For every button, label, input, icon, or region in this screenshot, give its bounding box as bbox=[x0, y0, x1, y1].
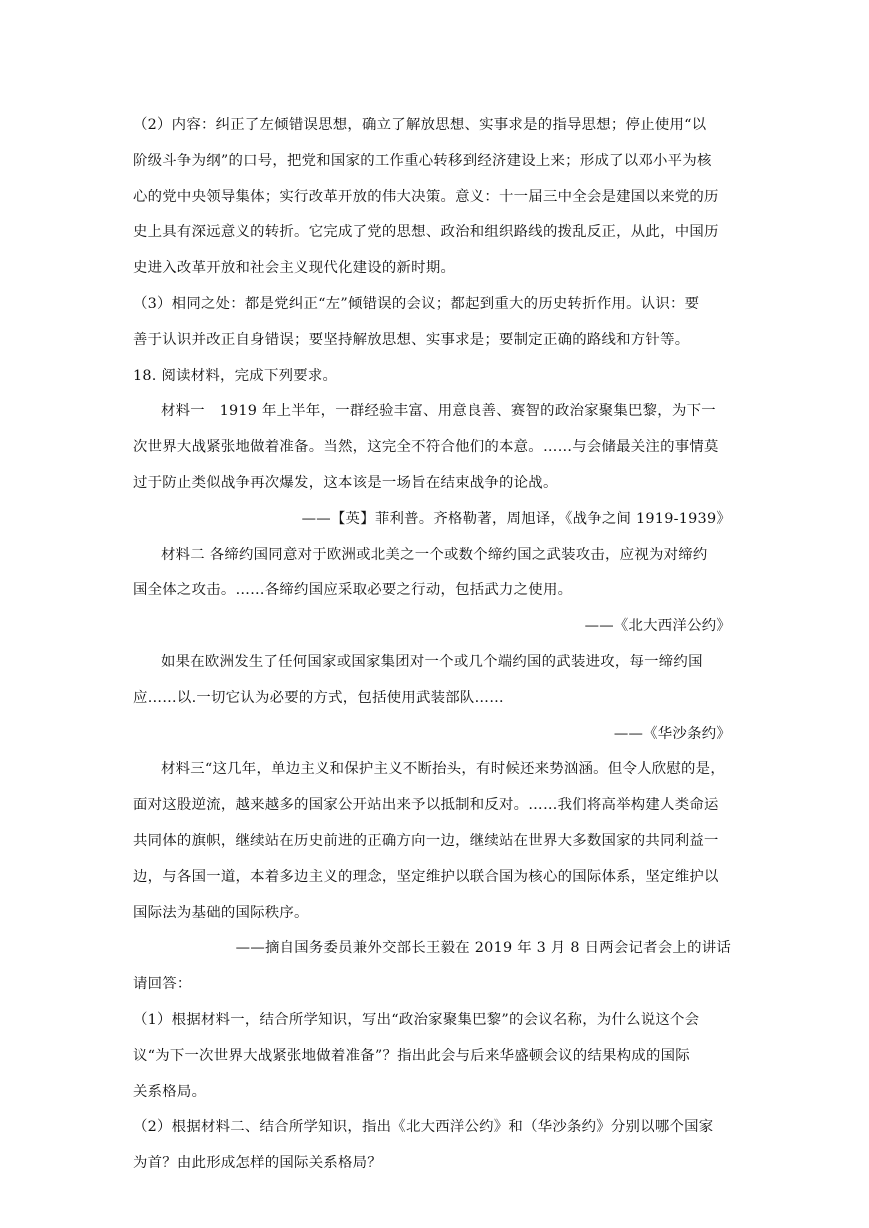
material-3-line-3: 共同体的旗帜，继续站在历史前进的正确方向一边，继续站在世界大多数国家的共同利益一 bbox=[133, 833, 719, 849]
material-1-source: ——【英】菲利普。齐格勒著，周旭译，《战争之间 1919-1939》 bbox=[301, 511, 731, 527]
question-2-line-1: （2）根据材料二、结合所学知识，指出《北大西洋公约》和（华沙条约》分别以哪个国家 bbox=[133, 1119, 714, 1135]
material-3-source: ——摘自国务委员兼外交部长王毅在 2019 年 3 月 8 日两会记者会上的讲话 bbox=[235, 940, 731, 956]
material-2-source-nato: ——《北大西洋公约》 bbox=[584, 618, 731, 634]
question-1-line-1: （1）根据材料一，结合所学知识，写出“政治家聚集巴黎”的会议名称，为什么说这个会 bbox=[133, 1012, 700, 1028]
material-3-line-1: 材料三“这几年，单边主义和保护主义不断抬头，有时候还来势汹涵。但令人欣慰的是， bbox=[161, 761, 725, 777]
prompt-answer-label: 请回答： bbox=[133, 976, 192, 992]
question-18-heading: 18. 阅读材料，完成下列要求。 bbox=[133, 368, 338, 384]
material-3-line-2: 面对这股逆流，越来越多的国家公开站出来予以抵制和反对。……我们将高举构建人类命运 bbox=[133, 797, 719, 813]
material-1-line-2: 次世界大战紧张地做着准备。当然，这完全不符合他们的本意。……与会储最关注的事情莫 bbox=[133, 439, 719, 455]
material-1-line-1: 材料一 1919 年上半年，一群经验丰富、用意良善、赛智的政治家聚集巴黎，为下一 bbox=[161, 403, 716, 419]
material-2-line-2: 国全体之攻击。……各缔约国应采取必要之行动，包括武力之使用。 bbox=[133, 582, 573, 598]
material-3-line-5: 国际法为基础的国际秩序。 bbox=[133, 905, 309, 921]
material-2-warsaw-line-1: 如果在欧洲发生了任何国家或国家集团对一个或几个端约国的武装进攻，每一缔约国 bbox=[161, 654, 703, 670]
material-2-warsaw-line-2: 应……以.一切它认为必要的方式，包括使用武装部队…… bbox=[133, 690, 504, 706]
question-2-line-2: 为首？由此形成怎样的国际关系格局？ bbox=[133, 1155, 382, 1171]
material-2-line-1: 材料二 各缔约国同意对于欧洲或北美之一个或数个缔约国之武装攻击，应视为对缔约 bbox=[161, 547, 708, 563]
answer-2-line-4: 史上具有深远意义的转折。它完成了党的思想、政治和组织路线的拨乱反正，从此，中国历 bbox=[133, 224, 719, 240]
question-1-line-2: 议“为下一次世界大战紧张地做着准备”？指出此会与后来华盛顿会议的结果构成的国际 bbox=[133, 1048, 690, 1064]
answer-2-line-2: 阶级斗争为纲”的口号，把党和国家的工作重心转移到经济建设上来；形成了以邓小平为核 bbox=[133, 153, 712, 169]
answer-3-line-2: 善于认识并改正自身错误；要坚持解放思想、实事求是；要制定正确的路线和方针等。 bbox=[133, 332, 690, 348]
question-1-line-3: 关系格局。 bbox=[133, 1084, 207, 1100]
answer-3-line-1: （3）相同之处：都是党纠正“左”倾错误的会议；都起到重大的历史转折作用。认识：要 bbox=[133, 296, 700, 312]
material-3-line-4: 边，与各国一道，本着多边主义的理念，坚定维护以联合国为核心的国际体系，坚定维护以 bbox=[133, 869, 719, 885]
answer-2-line-3: 心的党中央领导集体；实行改革开放的伟大决策。意义：十一届三中全会是建国以来党的历 bbox=[133, 189, 719, 205]
answer-2-line-5: 史进入改革开放和社会主义现代化建设的新时期。 bbox=[133, 260, 456, 276]
answer-2-line-1: （2）内容：纠正了左倾错误思想，确立了解放思想、实事求是的指导思想；停止使用“以 bbox=[133, 117, 707, 133]
material-2-source-warsaw: ——《华沙条约》 bbox=[613, 726, 731, 742]
material-1-line-3: 过于防止类似战争再次爆发，这本该是一场旨在结束战争的论战。 bbox=[133, 475, 558, 491]
